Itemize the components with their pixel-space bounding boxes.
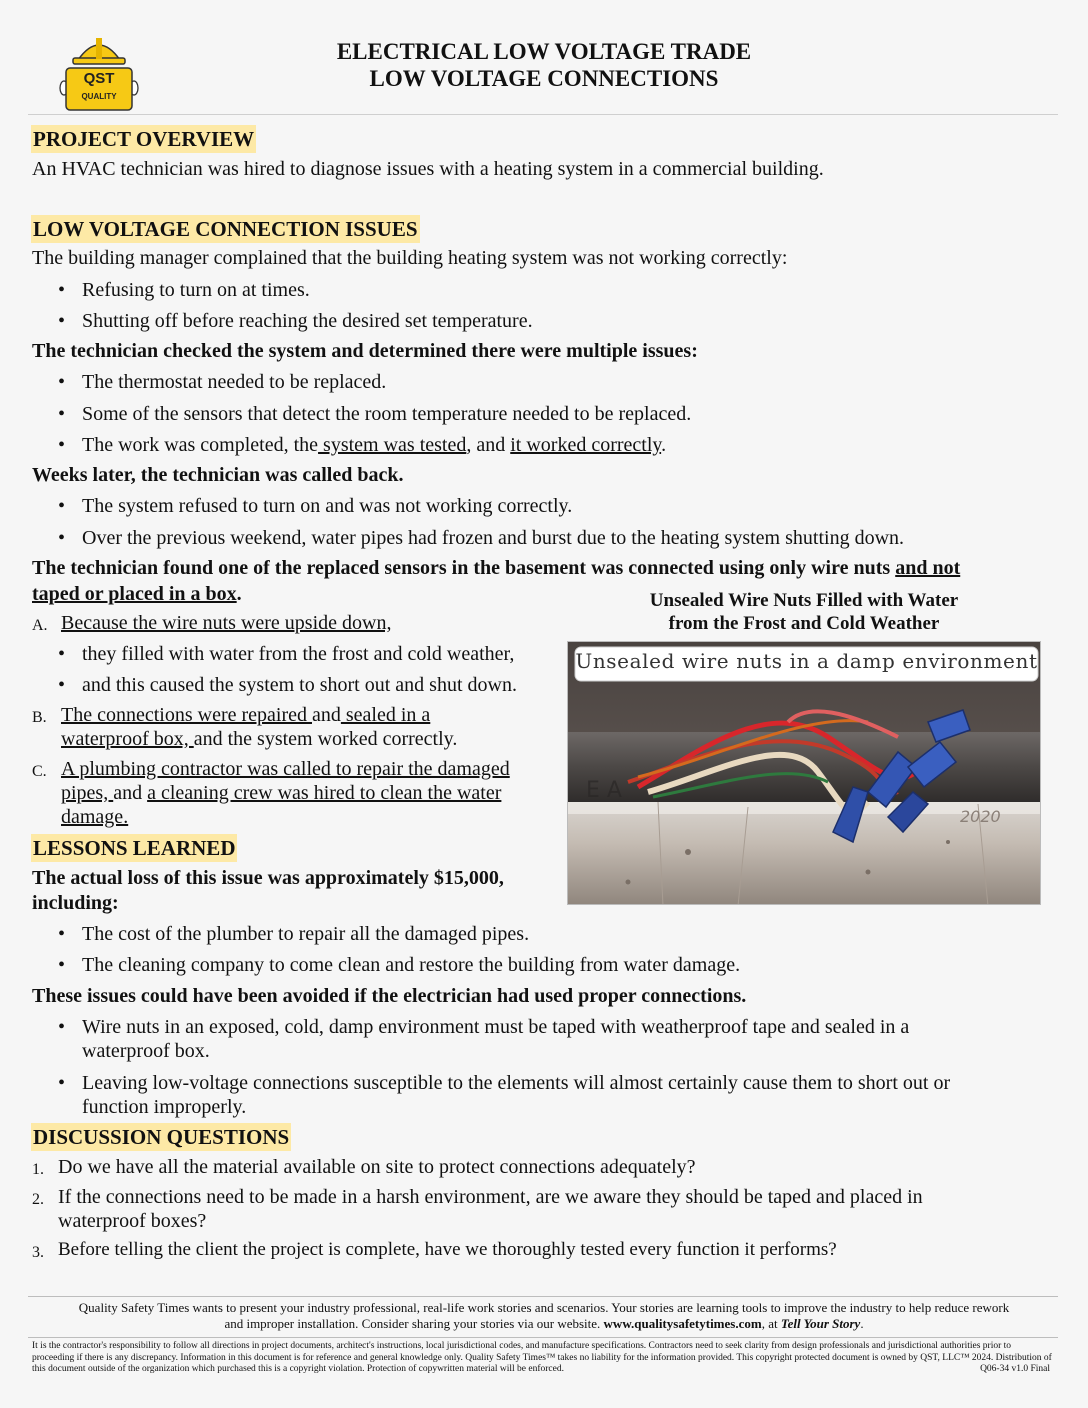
weeks-list (32, 494, 1062, 550)
list-item: • Some of the sensors that detect the room temperature needed to be replaced. (32, 402, 691, 433)
question-3: 3. Before telling the client the project is complete, have we thoroughly tested every function it performs? (32, 1239, 837, 1261)
list-item: • they filled with water from the frost and cold weather, (32, 642, 517, 673)
overview-heading: PROJECT OVERVIEW (33, 127, 255, 151)
underlined-text: a cleaning crew was hired to clean the water (147, 782, 502, 804)
list-item: • Shutting off before reaching the desired set temperature. (32, 309, 533, 333)
list-item: • Refusing to turn on at times. (32, 278, 533, 309)
header-divider (28, 114, 1058, 115)
photo-overlay-label: Unsealed wire nuts in a damp environment (575, 649, 1038, 673)
list-item: • The system refused to turn on and was not working correctly. (32, 494, 1062, 526)
footer-divider (28, 1296, 1058, 1297)
question-2: 2. If the connections need to be made in a harsh environment, are we aware they should be taped and placed in waterproof boxes? (32, 1186, 923, 1232)
list-item: • The work was completed, the system was tested, and it worked correctly. (32, 433, 691, 457)
weeks-heading: Weeks later, the technician was called back. (32, 464, 404, 486)
loss-text: The actual loss of this issue was approximately $15,000, including: (32, 867, 504, 914)
list-item: • The thermostat needed to be replaced. (32, 370, 691, 402)
list-item: • The cleaning company to come clean and restore the building from water damage. (32, 953, 1032, 977)
svg-text:E A: E A (586, 778, 622, 803)
footer-divider (28, 1337, 1058, 1338)
underlined-text: pipes, (61, 782, 114, 804)
question-1: 1. Do we have all the material available on site to protect connections adequately? (32, 1156, 696, 1178)
tagline: Tell Your Story (780, 1316, 861, 1331)
avoid-heading: These issues could have been avoided if the electrician had used proper connections. (32, 985, 747, 1007)
underlined-text: waterproof box, (61, 728, 194, 750)
list-item-b: B. The connections were repaired and sealed in a waterproof box, and the system worked correctly. (32, 704, 458, 750)
list-item-a: A. Because the wire nuts were upside down, (32, 612, 392, 634)
list-item: • and this caused the system to short out and shut down. (32, 673, 517, 697)
underlined-text: A plumbing contractor was called to repair the damaged (61, 758, 510, 780)
photo-caption: Unsealed Wire Nuts Filled with Water from the Frost and Cold Weather (649, 590, 959, 634)
version-label: Q06-34 v1.0 Final (980, 1364, 1050, 1374)
list-item: • Wire nuts in an exposed, cold, damp environment must be taped with weatherproof tape and sealed in a waterproof box. (32, 1015, 1052, 1071)
checked-heading: The technician checked the system and determined there were multiple issues: (32, 340, 698, 362)
discussion-heading: DISCUSSION QUESTIONS (33, 1125, 290, 1149)
logo-subtext: QUALITY (81, 92, 117, 101)
list-item: • The cost of the plumber to repair all the damaged pipes. (32, 922, 1032, 953)
title-line-2: LOW VOLTAGE CONNECTIONS (369, 66, 719, 91)
list-item: • Leaving low-voltage connections susceptible to the elements will almost certainly cause them to short out or function improperly. (32, 1071, 1052, 1119)
footer-promo: Quality Safety Times wants to present your industry professional, real-life work stories and scenarios. Your stories are learning tools to improve the industry to help reduce rework and improper installation. Consider sharing your stories via our website. www.qualitysafetytimes.com, at Tell Your Story. (78, 1300, 1010, 1331)
underlined-text: damage. (61, 806, 129, 828)
issues-heading: LOW VOLTAGE CONNECTION ISSUES (33, 217, 418, 241)
found-text: The technician found one of the replaced sensors in the basement was connected using only wire nuts and not taped or placed in a box. (32, 557, 961, 605)
underlined-text: taped or placed in a box (32, 583, 237, 605)
underlined-text: The connections were repaired (61, 704, 312, 726)
underlined-text: sealed in a (340, 704, 431, 726)
a-sublist (32, 642, 517, 697)
complaint-list (32, 278, 533, 333)
lessons-heading: LESSONS LEARNED (33, 836, 236, 860)
list-item-c: C. A plumbing contractor was called to repair the damaged pipes, and a cleaning crew was hired to clean the water damage. (32, 758, 510, 828)
website-link[interactable]: www.qualitysafetytimes.com (603, 1316, 762, 1331)
checked-list (32, 370, 691, 457)
underlined-text: Because the wire nuts were upside down, (61, 612, 392, 634)
loss-list (32, 922, 1032, 977)
wire-nuts-photo (567, 641, 1041, 905)
page-title (0, 38, 1088, 92)
footer-disclaimer: It is the contractor's responsibility to follow all directions in project documents, architect's instructions, local jurisdictional codes, and manufacture specifications. Contractors need to seek clarity from design professionals and jurisdictional authorities prior to proceeding if there is any discrepancy. Information in this document is for reference and general knowledge only. Quality Safety Times™ takes no liability for the information provided. This copyright protected document is owned by QST, LLC™ 2024. Distribution of this document outside of the organization which purchased this is a copyright violation. Protection of copywritten material will be enforced. (32, 1341, 1052, 1374)
logo-text: QST (83, 70, 115, 87)
title-line-1: ELECTRICAL LOW VOLTAGE TRADE (336, 39, 752, 64)
underlined-text: system was tested (318, 434, 467, 456)
underlined-text: it worked correctly (510, 434, 662, 456)
list-item: • Over the previous weekend, water pipes had frozen and burst due to the heating system shutting down. (32, 526, 1062, 550)
underlined-text: and not (895, 557, 961, 579)
stamp-text: 2020 (960, 807, 1001, 826)
overview-text: An HVAC technician was hired to diagnose issues with a heating system in a commercial building. (32, 158, 824, 180)
issues-intro: The building manager complained that the building heating system was not working correctly: (32, 247, 788, 269)
avoid-list (32, 1015, 1052, 1119)
